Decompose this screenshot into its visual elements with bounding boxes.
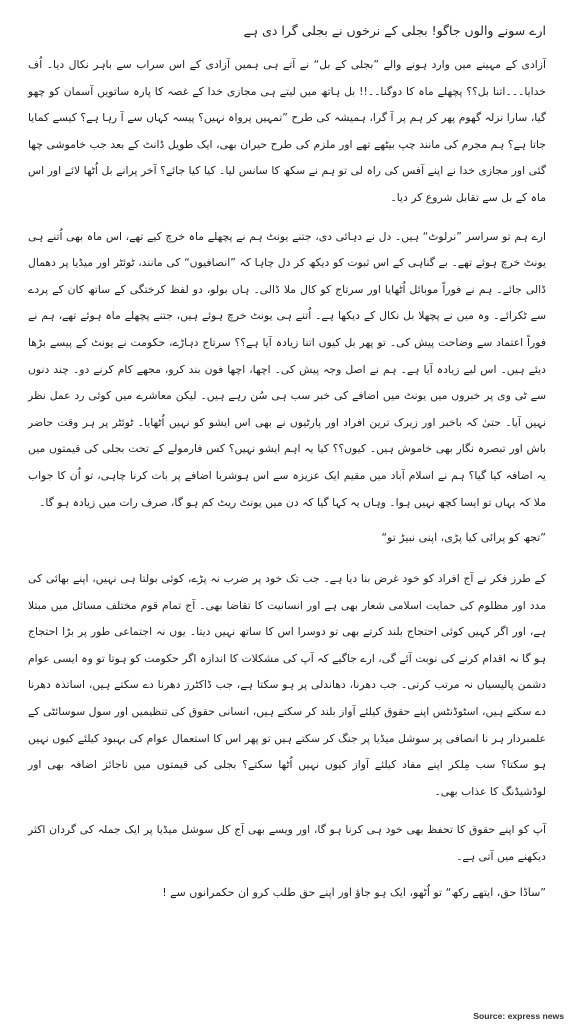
source-credit: Source: express news	[473, 1011, 564, 1021]
article-paragraph: آزادی کے مہینے میں وارد ہونے والے ”بجلی کے بل“ نے آتے ہی ہمیں آزادی کے اس سراب سے باہر نکال دیا۔ اُف خدایا۔۔۔اتنا بل؟؟ پچھلے ماہ کا دوگنا۔۔!! بل ہاتھ میں لیتے ہی مجازی خدا کے غصہ کا پارہ ساتویں آسمان کو چھو گیا، سارا نزلہ گھوم پھر کر ہم پر آ گرا، ہمیشہ کی طرح ”تمہیں پرواہ نہیں؟ پیسہ کہاں سے آ رہا ہے؟ کیسے کمایا جاتا ہے؟ ہم مجرم کی مانند چپ بیٹھے تھے اور ملزم کی طرح حیران بھی، ایک طویل ڈانٹ کے بعد جب خاموشی چھا گئی اور مجازی خدا نے اپنے آفس کی راہ لی تو ہم نے سکھ کا سانس لیا۔ کیا کیا جائے؟ آخر پرانے بل اُٹھا لائے اور اس ماہ کے بل سے تقابل شروع کر دیا۔	[28, 58, 546, 204]
article-paragraph: ارے ہم تو سراسر ”نرلوٹ“ ہیں۔ دل نے دہائی دی، جتنے یونٹ ہم نے پچھلے ماہ خرچ کیے تھے، اس ماہ بھی اُتنے ہی یونٹ خرچ ہوئے تھے۔ بے گناہی کے اس ثبوت کو دیکھ کر دل چاہا کہ ”انصافیوں“ کی مانند، ٹوئٹر اور میڈیا پر دھمال ڈالی جائے۔ ہم نے فوراً موبائل اُٹھایا اور سرتاج کو کال ملا ڈالی۔ ہاں بولو، دو لفظ کرختگی کے ساتھ کان کے پردے سے ٹکرائے۔ وہ میں نے پچھلا بل نکال کے دیکھا ہے۔ اُتنے ہی یونٹ خرچ ہوئے ہیں، جتنے پچھلے ماہ ہوئے تھے، ہم نے فوراً اعتماد سے وضاحت پیش کی۔ تو پھر بل کیوں اتنا زیادہ آیا ہے؟؟ سرتاج دہاڑے، حکومت نے یونٹ کے پیسے بڑھا دیئے ہیں۔ اس لیے زیادہ آیا ہے۔ ہم نے اصل وجہ پیش کی۔ اچھا، اچھا فون بند کرو، مجھے کام کرنے دو۔ چند دنوں سے ٹی وی پر خبروں میں یونٹ میں اضافے کی خبر سب ہی سُن رہے ہیں۔ لیکن معاشرے میں کوئی رد عمل نظر نہیں آیا۔ حتیٰ کہ باخبر اور زیرک ترین افراد اور پارٹیوں نے بھی اس ایشو کو نہیں اُٹھایا۔ ٹوئٹر پر ہر وقت حاضر باش اور تبصرہ نگار بھی خاموش ہیں۔ کیوں؟؟ کیا یہ اہم ایشو نہیں؟ کس فارمولے کے تحت بجلی کی قیمتوں میں یہ اضافہ کیا گیا؟ ہم نے اسلام آباد میں مقیم ایک عزیزہ سے اس ہوشربا اضافے پر بات کرنا چاہی، تو اُن کا جواب ملا کہ یہاں تو ایسا کچھ نہیں ہوا۔ وہاں یہ کہا گیا کہ دن میں یونٹ ریٹ کم ہو گا، صرف رات میں زیادہ ہو گا۔	[28, 229, 546, 509]
article-paragraph: آپ کو اپنے حقوق کا تحفظ بھی خود ہی کرنا ہو گا، اور ویسے بھی آج کل سوشل میڈیا پر ایک جملہ کی گردان اکثر دیکھنے میں آتی ہے۔	[28, 823, 546, 864]
article-paragraph: کے طرز فکر نے آج افراد کو خود غرض بنا دیا ہے۔ جب تک خود پر ضرب نہ پڑے، کوئی بولتا ہی نہیں، اپنے بھائی کی مدد اور مظلوم کی حمایت اسلامی شعار بھی ہے اور انسانیت کا تقاضا بھی۔ آج تمام قوم مختلف مسائل میں مبتلا ہے، اور اگر کہیں کوئی احتجاج بلند کرتے بھی تو دوسرا اس کا ساتھ نہیں دیتا۔ یوں نہ اجتماعی طور پر بڑا احتجاج ہو گا نہ اقدام کرنے کی نوبت آئے گی، ارے جاگیے کہ آپ کی مشکلات کا اندازہ اگر حکومت کو ہوتا تو وہ ایسی عوام دشمن پالیسیاں نہ مرتب کرتی۔ جب دھرنا، دھاندلی پر ہو سکتا ہے، جب ڈاکٹرز دھرنا دے سکتے ہیں، اساتذہ دھرنا دے سکتے ہیں، اسٹوڈنٹس اپنے حقوق کیلئے آواز بلند کر سکتے ہیں، انسانی حقوق کی تنظیمیں اور سول سوسائٹی کے علمبردار ہر نا انصافی پر سوشل میڈیا پر جنگ کر سکتے ہیں تو پھر اس کا استعمال عوام کی بہبود کیلئے کیوں نہیں ہو سکتا؟ سب مِلکر اپنے مفاد کیلئے آواز کیوں نہیں اُٹھا سکتے؟ بجلی کی قیمتوں میں ناجائز اضافہ بھی اور لوڈشیڈنگ کا عذاب بھی۔	[28, 572, 546, 798]
closing-quote: ”ساڈا حق، ایتھے رکھ“ تو اُٹھو، ایک ہو جاؤ اور اپنے حق طلب کرو ان حکمرانوں سے !	[162, 885, 546, 899]
article-title: ارے سونے والوں جاگو! بجلی کے نرخوں نے بجلی گرا دی ہے	[243, 23, 546, 38]
quote-heading: ”تجھ کو پرائی کیا پڑی، اپنی نبیڑ تو“	[381, 531, 546, 545]
